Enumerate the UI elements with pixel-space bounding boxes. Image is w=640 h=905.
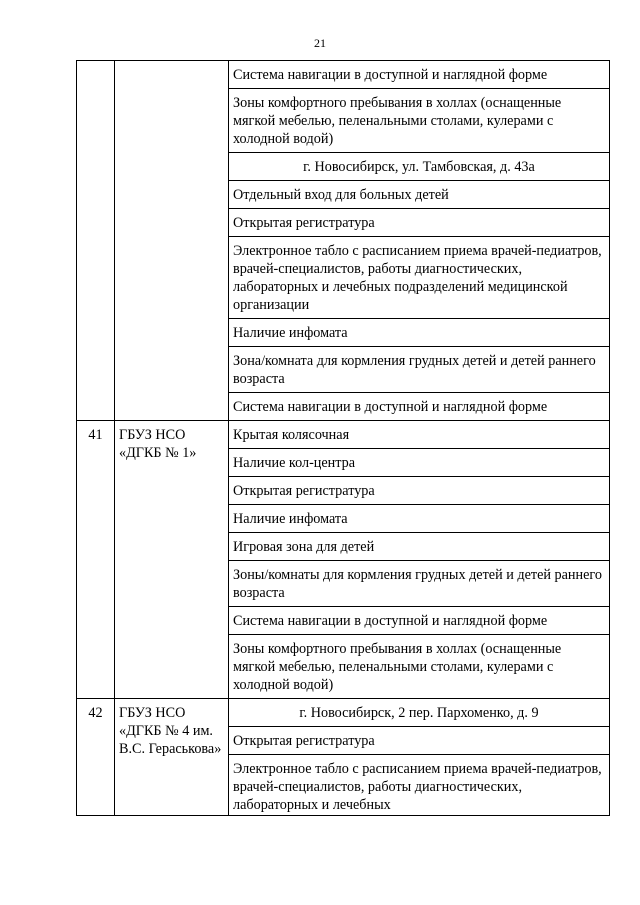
organization-cell: ГБУЗ НСО «ДГКБ № 1» bbox=[115, 421, 229, 699]
facilities-table bbox=[76, 60, 610, 816]
facility-item-cell: Игровая зона для детей bbox=[229, 533, 610, 561]
table-body bbox=[77, 61, 610, 816]
facility-item-cell: Отдельный вход для больных детей bbox=[229, 181, 610, 209]
facility-item-cell: Система навигации в доступной и наглядной форме bbox=[229, 393, 610, 421]
page-number: 21 bbox=[314, 36, 326, 50]
organization-cell: ГБУЗ НСО «ДГКБ № 4 им. В.С. Гераськова» bbox=[115, 699, 229, 816]
facility-item-cell: Электронное табло с расписанием приема врачей-педиатров, врачей-специалистов, работы диагностических, лабораторных и лечебных подразделений медицинской организации bbox=[229, 237, 610, 319]
row-number-cell bbox=[77, 61, 115, 421]
organization-cell bbox=[115, 61, 229, 421]
table-row bbox=[77, 61, 610, 89]
facility-item-cell: Зоны комфортного пребывания в холлах (оснащенные мягкой мебелью, пеленальными столами, кулерами с холодной водой) bbox=[229, 635, 610, 699]
facility-item-cell: Электронное табло с расписанием приема врачей-педиатров, врачей-специалистов, работы диагностических, лабораторных и лечебных bbox=[229, 755, 610, 816]
address-cell: г. Новосибирск, 2 пер. Пархоменко, д. 9 bbox=[229, 699, 610, 727]
facility-item-cell: Открытая регистратура bbox=[229, 209, 610, 237]
facility-item-cell: Крытая колясочная bbox=[229, 421, 610, 449]
facility-item-cell: Зона/комната для кормления грудных детей и детей раннего возраста bbox=[229, 347, 610, 393]
row-number-cell: 42 bbox=[77, 699, 115, 816]
table-row bbox=[77, 699, 610, 727]
facility-item-cell: Наличие инфомата bbox=[229, 319, 610, 347]
table-row bbox=[77, 421, 610, 449]
facility-item-cell: Система навигации в доступной и наглядной форме bbox=[229, 607, 610, 635]
facility-item-cell: Открытая регистратура bbox=[229, 477, 610, 505]
facility-item-cell: Открытая регистратура bbox=[229, 727, 610, 755]
row-number-cell: 41 bbox=[77, 421, 115, 699]
facility-item-cell: Зоны/комнаты для кормления грудных детей и детей раннего возраста bbox=[229, 561, 610, 607]
address-cell: г. Новосибирск, ул. Тамбовская, д. 43а bbox=[229, 153, 610, 181]
facility-item-cell: Система навигации в доступной и наглядной форме bbox=[229, 61, 610, 89]
facility-item-cell: Наличие инфомата bbox=[229, 505, 610, 533]
facility-item-cell: Наличие кол-центра bbox=[229, 449, 610, 477]
facility-item-cell: Зоны комфортного пребывания в холлах (оснащенные мягкой мебелью, пеленальными столами, кулерами с холодной водой) bbox=[229, 89, 610, 153]
